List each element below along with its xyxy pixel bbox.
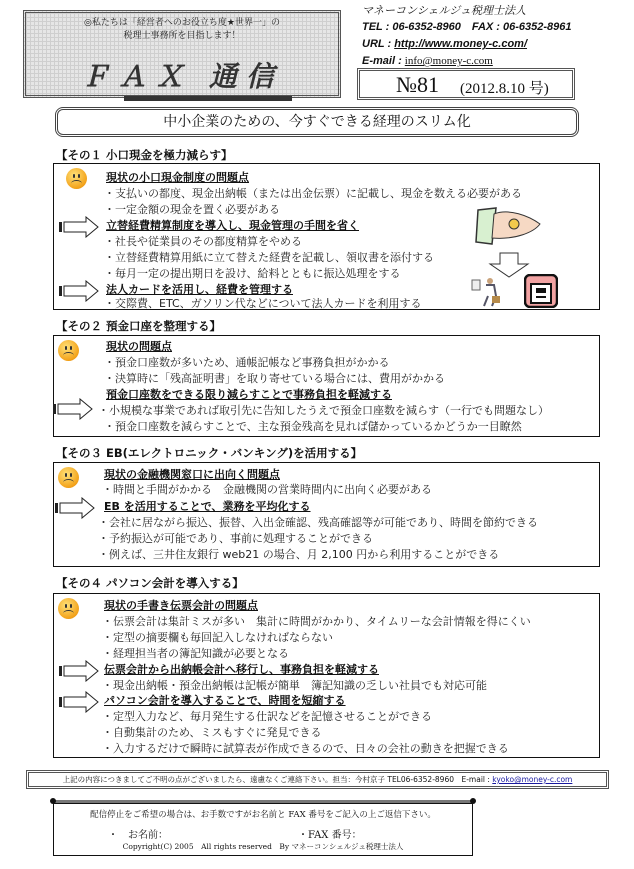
- section-1-line: ・社長や従業員のその都度精算をやめる: [104, 235, 302, 248]
- section-4-line: 現状の手書き伝票会計の問題点: [104, 599, 258, 612]
- section-3-line: EB を活用することで、業務を平均化する: [104, 500, 311, 513]
- section-1-line: ・毎月一定の提出期日を設け、給料とともに振込処理をする: [104, 267, 401, 280]
- section-2-heading: 【その２ 預金口座を整理する】: [56, 319, 222, 333]
- section-1-heading: 【その１ 小口現金を極力減らす】: [56, 148, 233, 162]
- right-arrow-icon: [58, 280, 102, 302]
- issue-box: [357, 68, 575, 100]
- section-4-box: [53, 593, 600, 758]
- section-4-line: ・定型の摘要欄も毎回記入しなければならない: [102, 631, 333, 644]
- right-arrow-icon: [54, 497, 98, 519]
- hand-coin-icon: [474, 206, 544, 248]
- section-2-line: ・預金口座数が多いため、通帳記帳など事務負担がかかる: [104, 356, 390, 369]
- email-label: E-mail :: [362, 55, 405, 67]
- frown-face-icon: [58, 467, 79, 488]
- section-1-line: 法人カードを活用し、経費を管理する: [106, 283, 293, 296]
- url-label: URL :: [362, 38, 395, 50]
- section-3-heading: 【その３ EB(エレクトロニック・バンキング)を活用する】: [56, 446, 363, 460]
- frown-face-icon: [58, 340, 79, 361]
- header-banner: [23, 10, 341, 98]
- section-1-line: ・立替経費精算用紙に立て替えた経費を記載し、領収書を添付する: [104, 251, 434, 264]
- contact-note: [26, 770, 609, 789]
- section-2-line: 現状の問題点: [106, 340, 172, 353]
- section-2-line: ・預金口座数を減らすことで、主な預金残高を見れば儲かっているかどうか一目瞭然: [104, 420, 522, 433]
- section-1-box: [53, 163, 600, 310]
- title-underline: [124, 96, 292, 101]
- section-4-line: 伝票会計から出納帳会計へ移行し、事務負担を軽減する: [104, 663, 379, 676]
- section-1-line: ・一定金額の現金を置く必要がある: [104, 203, 280, 216]
- section-4-line: ・定型入力など、毎月発生する仕訳などを記憶させることができる: [102, 710, 432, 723]
- section-3-line: ・会社に居ながら振込、振替、入出金確認、残高確認等が可能であり、時間を節約できる: [98, 516, 538, 529]
- copyright: Copyright(C) 2005 All rights reserved By マネーコンシェルジュ税理士法人: [122, 842, 404, 851]
- right-arrow-icon: [58, 216, 102, 238]
- right-arrow-icon: [58, 691, 102, 713]
- section-2-box: [53, 335, 600, 437]
- section-3-line: ・予約振込が可能であり、事前に処理することができる: [98, 532, 373, 545]
- section-2-line: ・決算時に「残高証明書」を取り寄せている場合には、費用がかかる: [104, 372, 445, 385]
- slogan-line-2: 税理士事務所を目指します！: [123, 31, 241, 41]
- section-1-line: ・支払いの都度、現金出納帳（または出金伝票）に記載し、現金を数える必要がある: [104, 187, 522, 200]
- fax-field-label[interactable]: ・FAX 番号：: [298, 830, 362, 841]
- section-2-line: 預金口座数をできる限り減らすことで事務負担を軽減する: [106, 388, 392, 401]
- tel-fax: TEL : 06-6352-8960 FAX : 06-6352-8961: [362, 21, 572, 33]
- company-name: マネーコンシェルジュ税理士法人: [362, 4, 527, 17]
- section-3-box: [53, 462, 600, 567]
- businessman-icon: [470, 276, 504, 308]
- section-4-line: ・経理担当者の簿記知識が必要となる: [102, 647, 289, 660]
- section-4-line: ・入力するだけで瞬時に試算表が作成できるので、日々の会社の動きを把握できる: [102, 742, 509, 755]
- fax-title: ＦＡＸ 通信: [81, 61, 283, 92]
- section-4-line: ・伝票会計は集計ミスが多い 集計に時間がかかり、タイムリーな会計情報を得にくい: [102, 615, 531, 628]
- optout-box: [53, 803, 473, 856]
- section-4-heading: 【その４ パソコン会計を導入する】: [56, 576, 244, 590]
- section-3-line: 現状の金融機関窓口に出向く問題点: [104, 468, 280, 481]
- url-link[interactable]: http://www.money-c.com/: [394, 38, 528, 50]
- frown-face-icon: [58, 598, 79, 619]
- email-link[interactable]: info@money-c.com: [404, 55, 493, 67]
- section-1-line: ・交際費、ETC、ガソリン代などについて法人カードを利用する: [104, 297, 422, 310]
- section-4-line: ・現金出納帳・預金出納帳は記帳が簡単 簿記知識の乏しい社員でも対応可能: [102, 679, 487, 692]
- card-reader-icon: [524, 274, 558, 308]
- section-4-line: パソコン会計を導入することで、時間を短縮する: [104, 694, 346, 707]
- main-title: 中小企業のための、今すぐできる経理のスリム化: [55, 107, 579, 137]
- slogan: [26, 17, 338, 43]
- contact-email-link[interactable]: kyoko@money-c.com: [492, 775, 573, 784]
- slogan-line-1: ◎私たちは「経営者へのお役立ち度★世界一」の: [84, 18, 280, 28]
- right-arrow-icon: [52, 398, 96, 420]
- right-arrow-icon: [58, 660, 102, 682]
- issue-number: №81: [396, 72, 439, 97]
- name-field-label[interactable]: ・ お名前：: [108, 830, 168, 841]
- optout-text: 配信停止をご希望の場合は、お手数ですがお名前と FAX 番号をご記入の上ご返信下さい。: [90, 810, 436, 820]
- section-4-line: ・自動集計のため、ミスもすぐに発見できる: [102, 726, 322, 739]
- url-row: [362, 36, 572, 53]
- section-3-line: ・例えば、三井住友銀行 web21 の場合、月 2,100 円から利用することができる: [98, 548, 500, 561]
- contact-text: 上記の内容につきましてご不明の点がございましたら、遠慮なくご連絡下さい。担当：今村京子 TEL06-6352-8960 E-mail :: [62, 775, 493, 784]
- section-1-line: 現状の小口現金制度の問題点: [106, 171, 249, 184]
- company-info: [362, 2, 572, 70]
- section-1-line: 立替経費精算制度を導入し、現金管理の手間を省く: [106, 219, 359, 232]
- section-3-line: ・時間と手間がかかる 金融機関の営業時間内に出向く必要がある: [102, 483, 432, 496]
- frown-face-icon: [66, 168, 87, 189]
- issue-date: (2012.8.10 号): [460, 81, 549, 97]
- section-2-line: ・小規模な事業であれば取引先に告知したうえで預金口座数を減らす（一行でも問題なし）: [98, 404, 549, 417]
